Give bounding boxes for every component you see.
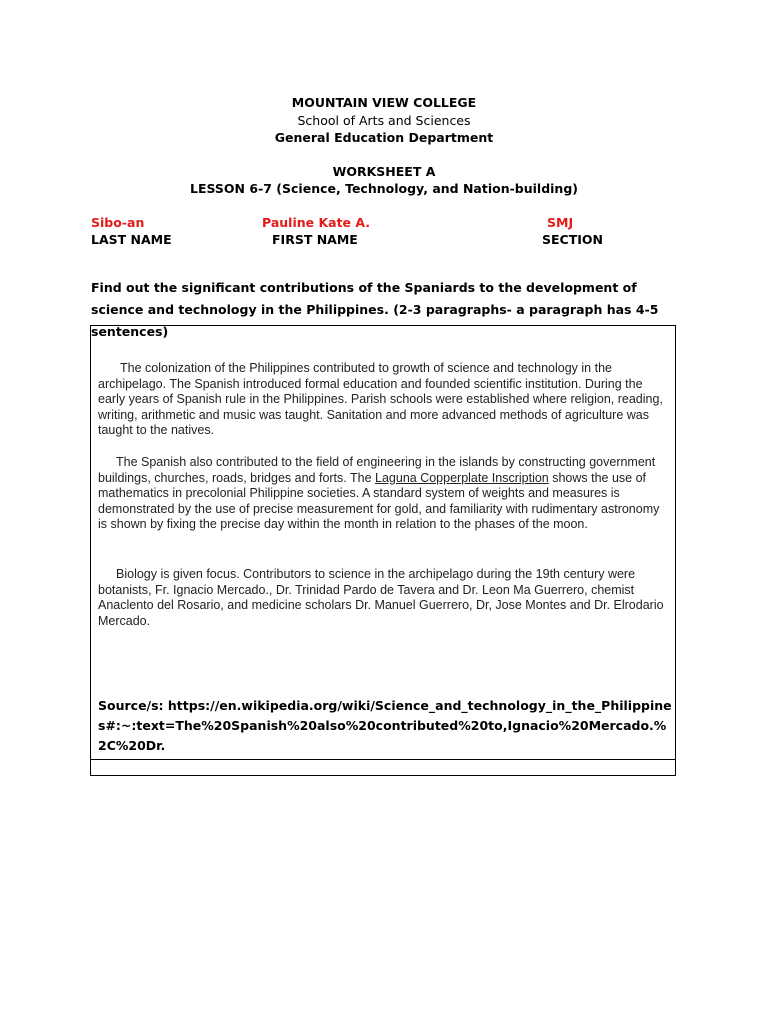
paragraph-2-text-after: shows the use of mathematics in precolonial Philippine societies. A standard system of weights and measures is demonstrated by the use of precise measurement for gold, and familiarity with rudimentary astronomy is shown by fixing the precise day within the month in relation to the phases of the moon.	[98, 470, 660, 532]
source-citation: Source/s: https://en.wikipedia.org/wiki/Science_and_technology_in_the_Philippines#:~:text=The%20Spanish%20also%20contributed%20to,Ignacio%20Mercado.%2C%20Dr.	[98, 698, 672, 753]
school-name: School of Arts and Sciences	[297, 112, 471, 128]
section-label: SECTION	[542, 232, 603, 247]
worksheet-title: WORKSHEET A	[332, 163, 436, 179]
box-divider	[91, 759, 675, 760]
answer-paragraph-3: Biology is given focus. Contributors to science in the archipelago during the 19th century were botanists, Fr. Ignacio Mercado., Dr. Trinidad Pardo de Tavera and Dr. Leon Ma Guerrero, chemist Anaclento del Rosario, and medicine scholars Dr. Manuel Guerrero, Dr, Jose Montes and Dr. Elrodario Mercado.	[98, 567, 664, 628]
instruction-text: Find out the significant contributions of the Spaniards to the development of science and technology in the Philippines. (2-3 paragraphs- a paragraph has 4-5 sentences)	[91, 280, 659, 339]
first-name-label: FIRST NAME	[272, 232, 358, 247]
first-name-column	[262, 214, 370, 248]
last-name-column	[91, 214, 172, 248]
last-name-label: LAST NAME	[91, 232, 172, 247]
college-name: MOUNTAIN VIEW COLLEGE	[291, 95, 477, 110]
department-name: General Education Department	[274, 130, 494, 145]
answer-paragraph-1: The colonization of the Philippines contributed to growth of science and technology in the archipelago. The Spanish introduced formal education and founded scientific institution. During the early years of Spanish rule in the Philippines. Parish schools were established where religion, reading, writing, arithmetic and music was taught. Sanitation and more advanced methods of agriculture was taught to the natives.	[98, 361, 663, 438]
document-header	[0, 94, 768, 198]
last-name-value: Sibo-an	[91, 215, 145, 230]
first-name-value: Pauline Kate A.	[262, 215, 371, 230]
section-column	[542, 214, 603, 248]
lesson-title: LESSON 6-7 (Science, Technology, and Nation-building)	[189, 181, 578, 196]
answer-box	[90, 325, 676, 776]
section-value: SMJ	[547, 215, 574, 230]
laguna-copperplate-link[interactable]: Laguna Copperplate Inscription	[375, 470, 549, 485]
answer-paragraph-2	[98, 455, 670, 533]
paragraph-2-text-before: The Spanish also contributed to the field of engineering in the islands by constructing government buildings, churches, roads, bridges and forts. The	[98, 455, 656, 485]
